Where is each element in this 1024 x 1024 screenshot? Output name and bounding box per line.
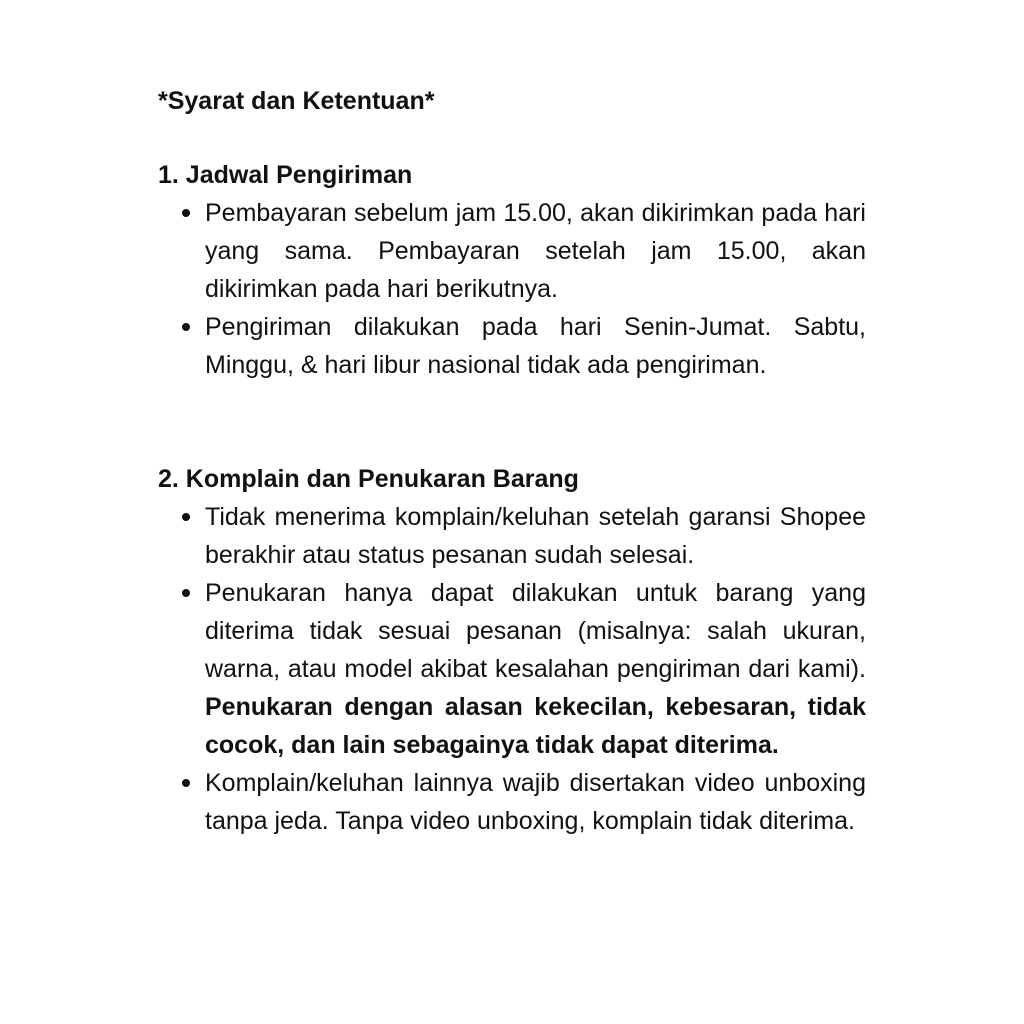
section-complaints-exchange xyxy=(158,460,866,840)
item-text: Tidak menerima komplain/keluhan setelah garansi Shopee berakhir atau status pesanan sudah selesai. xyxy=(205,503,866,569)
section-heading: 1. Jadwal Pengiriman xyxy=(158,161,413,189)
list-item xyxy=(158,574,866,764)
list-item xyxy=(158,498,866,574)
item-text: Komplain/keluhan lainnya wajib disertakan video unboxing tanpa jeda. Tanpa video unboxing, komplain tidak diterima. xyxy=(205,769,866,835)
bullet-list xyxy=(158,194,866,384)
item-text: Penukaran hanya dapat dilakukan untuk barang yang diterima tidak sesuai pesanan (misalnya: salah ukuran, warna, atau model akibat kesalahan pengiriman dari kami). xyxy=(205,579,866,683)
document-title: *Syarat dan Ketentuan* xyxy=(158,87,435,115)
item-bold-text: Penukaran dengan alasan kekecilan, kebesaran, tidak cocok, dan lain sebagainya tidak dapat diterima. xyxy=(205,693,866,759)
section-shipping-schedule xyxy=(158,156,866,384)
list-item xyxy=(158,308,866,384)
bullet-list xyxy=(158,498,866,840)
item-text: Pembayaran sebelum jam 15.00, akan dikirimkan pada hari yang sama. Pembayaran setelah jam 15.00, akan dikirimkan pada hari berikutnya. xyxy=(205,199,866,303)
list-item xyxy=(158,764,866,840)
list-item xyxy=(158,194,866,308)
item-text: Pengiriman dilakukan pada hari Senin-Jumat. Sabtu, Minggu, & hari libur nasional tidak ada pengiriman. xyxy=(205,313,866,379)
section-heading: 2. Komplain dan Penukaran Barang xyxy=(158,465,579,493)
